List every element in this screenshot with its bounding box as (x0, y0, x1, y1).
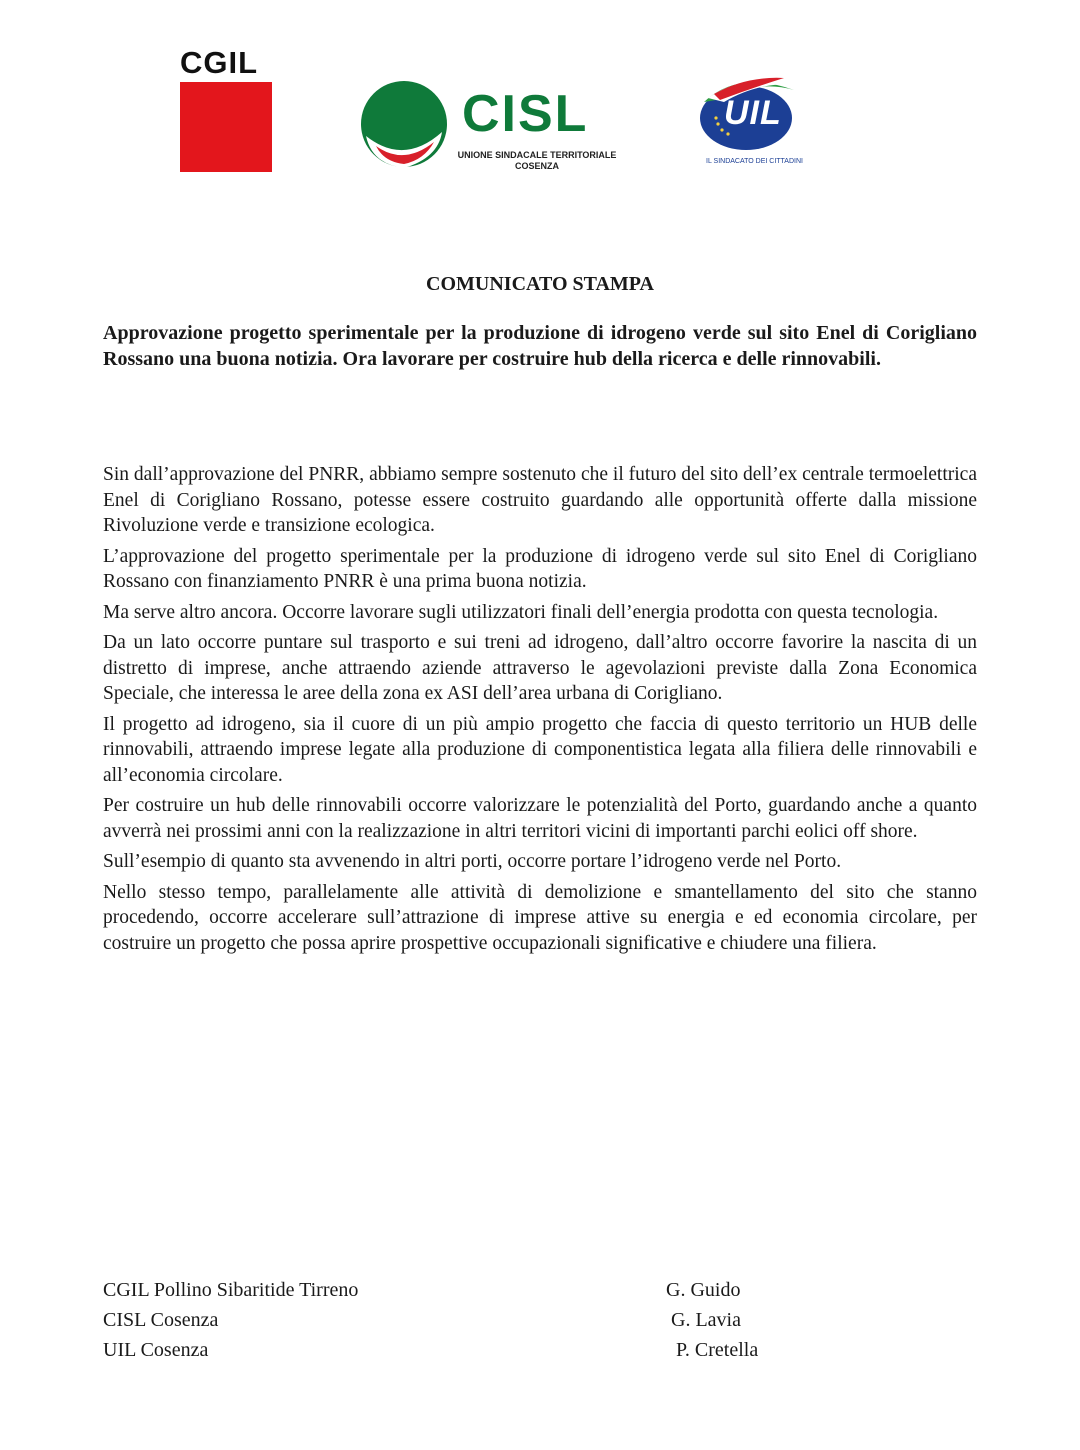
signature-name: P. Cretella (676, 1339, 759, 1361)
cgil-logo-red-square (180, 82, 272, 172)
cisl-emblem-icon (360, 80, 450, 172)
cisl-subtitle-line2: COSENZA (514, 161, 559, 171)
body-paragraph: L’approvazione del progetto sperimentale per la produzione di idrogeno verde sul sito Enel di Corigliano Rossano con finanziamento PNRR è una prima buona notizia. (103, 545, 977, 592)
signature-name: G. Guido (666, 1279, 741, 1301)
cgil-logo-text: CGIL (180, 45, 259, 80)
body-paragraph: Ma serve altro ancora. Occorre lavorare sugli utilizzatori finali dell’energia prodotta con questa tecnologia. (103, 601, 939, 623)
uil-logo (698, 72, 810, 172)
cisl-subtitle-line1: UNIONE SINDACALE TERRITORIALE (457, 150, 617, 160)
signature-names (666, 1275, 758, 1365)
document-subtitle: Approvazione progetto sperimentale per la produzione di idrogeno verde sul sito Enel di Corigliano Rossano una buona notizia. Ora lavorare per costruire hub della ricerca e delle rinnovabili. (103, 322, 977, 370)
signature-organization: UIL Cosenza (103, 1339, 209, 1361)
document-body (103, 462, 977, 961)
cgil-logo (180, 46, 274, 172)
uil-logo-text: UIL (724, 94, 782, 132)
signature-organization: CGIL Pollino Sibaritide Tirreno (103, 1279, 359, 1301)
cisl-logo (360, 80, 620, 176)
body-paragraph: Sin dall’approvazione del PNRR, abbiamo sempre sostenuto che il futuro del sito dell’ex centrale termoelettrica Enel di Corigliano Rossano, potesse essere costruito guardando alle opportunità offerte dalla missione Rivoluzione verde e transizione ecologica. (103, 464, 977, 536)
cisl-logo-text: CISL (462, 85, 589, 143)
uil-logo-subtitle: IL SINDACATO DEI CITTADINI (706, 158, 803, 165)
signature-organizations (103, 1275, 358, 1365)
body-paragraph: Per costruire un hub delle rinnovabili occorre valorizzare le potenzialità del Porto, guardando anche a quanto avverrà nei prossimi anni con la realizzazione in altri territori vicini di importanti parchi eolici off shore. (103, 795, 977, 842)
body-paragraph: Da un lato occorre puntare sul trasporto e sui treni ad idrogeno, dall’altro occorre favorire la nascita di un distretto di imprese, anche attraendo aziende attraverso le agevolazioni previste dalla Zona Economica Speciale, che interessa le aree della zona ex ASI dell’area urbana di Corigliano. (103, 632, 977, 704)
signature-organization: CISL Cosenza (103, 1309, 219, 1331)
body-paragraph: Sull’esempio di quanto sta avvenendo in altri porti, occorre portare l’idrogeno verde nel Porto. (103, 851, 842, 872)
cisl-logo-subtitle (452, 150, 622, 172)
body-paragraph: Il progetto ad idrogeno, sia il cuore di un più ampio progetto che faccia di questo territorio un HUB delle rinnovabili, attraendo imprese legate alla produzione di componentistica legata alla filiera delle rinnovabili e all’economia circolare. (103, 713, 977, 786)
document-heading: COMUNICATO STAMPA (426, 273, 654, 295)
signature-name: G. Lavia (671, 1309, 741, 1331)
body-paragraph: Nello stesso tempo, parallelamente alle attività di demolizione e smantellamento del sito che stanno procedendo, occorre accelerare sull’attrazione di imprese attive su energia e ed economia circolare, per costruire un progetto che possa aprire prospettive occupazionali significative e chiudere una filiera. (103, 881, 977, 954)
